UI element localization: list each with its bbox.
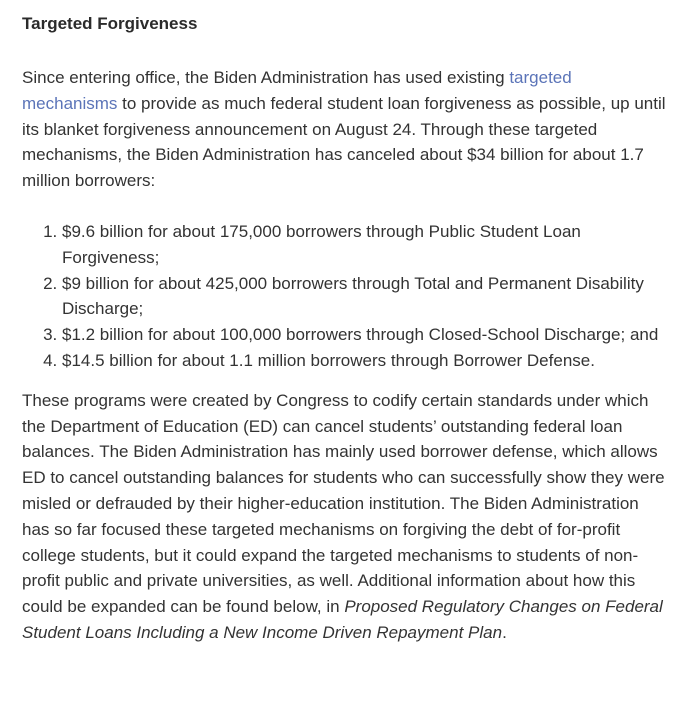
section-heading: Targeted Forgiveness [22,14,198,33]
intro-paragraph [22,65,668,194]
closing-end: . [502,622,507,642]
targeted-mechanisms-link[interactable]: targeted mechanisms [22,68,572,113]
intro-text-before-link: Since entering office, the Biden Administration has used existing [22,68,510,87]
list-item: 2. $9 billion for about 425,000 borrowers through Total and Permanent Disability Discharge; [62,271,668,323]
list-item: 3. $1.2 billion for about 100,000 borrowers through Closed-School Discharge; and [62,322,668,348]
referenced-section-title: Proposed Regulatory Changes on Federal Student Loans Including a New Income Driven Repayment Plan [22,597,663,642]
list-item: 4. $14.5 billion for about 1.1 million borrowers through Borrower Defense. [62,348,668,374]
closing-text: These programs were created by Congress to codify certain standards under which the Department of Education (ED) can cancel students’ outstanding federal loan balances. The Biden Administration has mainly used borrower defense, which allows ED to cancel outstanding balances for students who can successfully show they were misled or defrauded by their higher-education institution. The Biden Administration has so far focused these targeted mechanisms on forgiving the debt of for-profit college students, but it could expand the targeted mechanisms to students of non-profit public and private universities, as well. Additional information about how this could be expanded can be found below, in [22,390,665,617]
intro-text-after-link: to provide as much federal student loan forgiveness as possible, up until its blanket forgiveness announcement on August 24. Through these targeted mechanisms, the Biden Administration has canceled about $34 billion for about 1.7 million borrowers: [22,93,666,191]
forgiveness-list [22,219,668,374]
closing-paragraph [22,388,668,646]
list-item: 1. $9.6 billion for about 175,000 borrowers through Public Student Loan Forgiveness; [62,219,668,271]
